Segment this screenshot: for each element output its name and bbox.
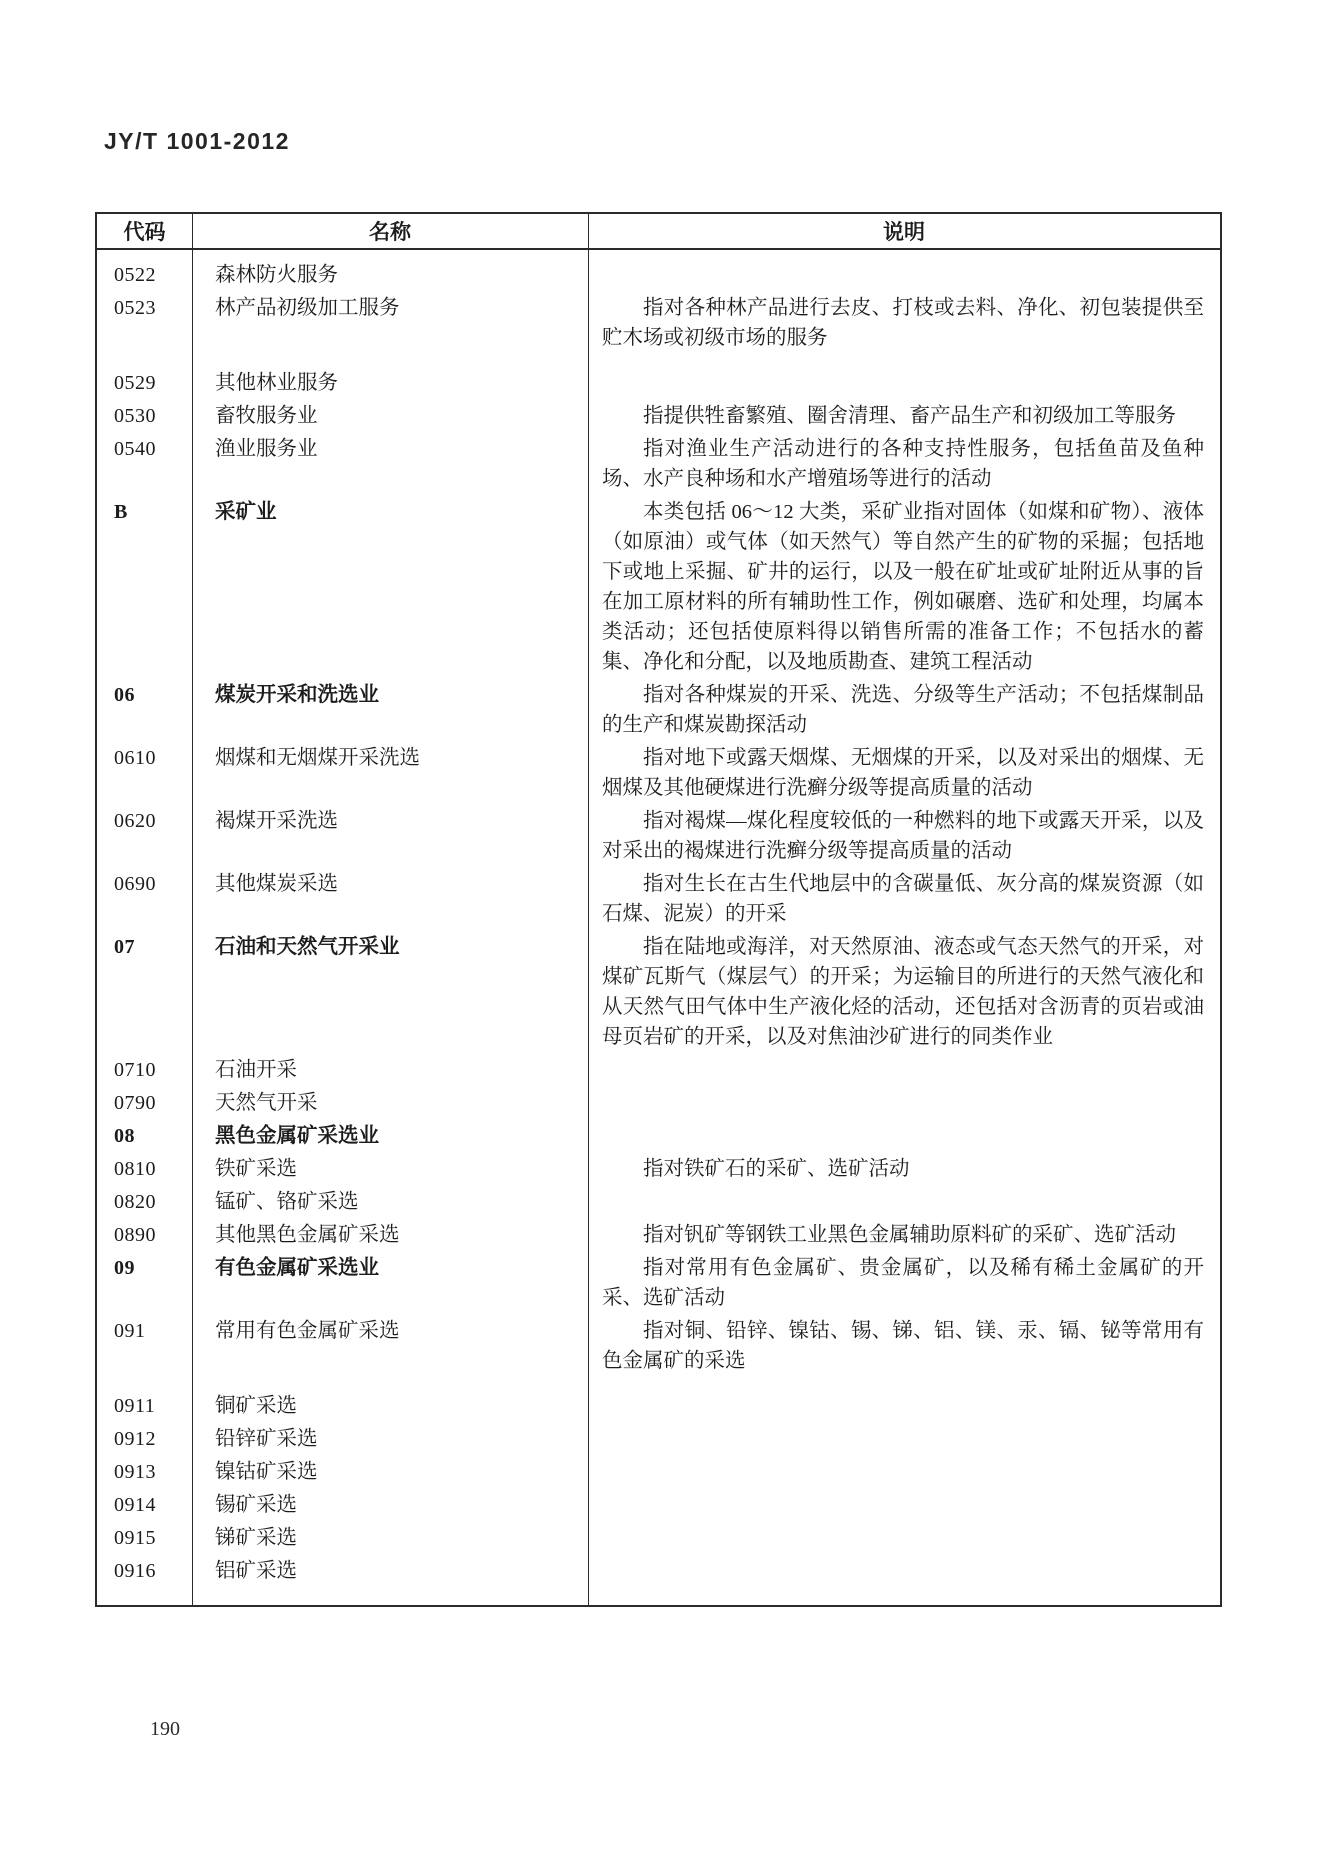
table-row <box>97 1457 1220 1487</box>
row-code: 06 <box>114 684 135 706</box>
row-code: 0610 <box>114 747 156 769</box>
row-code: 0912 <box>114 1428 156 1450</box>
row-name: 铅锌矿采选 <box>215 1428 318 1450</box>
row-code: 0620 <box>114 810 156 832</box>
row-code: 09 <box>114 1257 135 1279</box>
row-code: 0913 <box>114 1461 156 1483</box>
row-code: 091 <box>114 1320 146 1342</box>
row-code: 0529 <box>114 372 156 394</box>
table-row <box>97 401 1220 431</box>
table-row <box>97 1490 1220 1520</box>
table-row <box>97 1316 1220 1376</box>
table-row <box>97 368 1220 398</box>
row-description <box>588 1424 1220 1454</box>
row-code: 0540 <box>114 438 156 460</box>
row-description: 指对铜、铅锌、镍钴、锡、锑、铝、镁、汞、镉、铋等常用有色金属矿的采选 <box>602 1320 1204 1372</box>
row-name: 铝矿采选 <box>215 1560 297 1582</box>
row-description: 指对常用有色金属矿、贵金属矿，以及稀有稀土金属矿的开采、选矿活动 <box>602 1257 1204 1309</box>
row-code: 0911 <box>114 1395 156 1417</box>
column-divider <box>588 214 589 1605</box>
row-name: 畜牧服务业 <box>215 405 318 427</box>
row-description <box>588 1121 1220 1151</box>
table-row <box>97 1253 1220 1313</box>
row-description <box>588 368 1220 398</box>
row-description <box>588 260 1220 290</box>
row-name: 石油开采 <box>215 1059 297 1081</box>
row-code: 08 <box>114 1125 135 1147</box>
row-name: 锡矿采选 <box>215 1494 297 1516</box>
row-description: 指对生长在古生代地层中的含碳量低、灰分高的煤炭资源（如石煤、泥炭）的开采 <box>602 873 1204 925</box>
table-row <box>97 1556 1220 1586</box>
row-name: 其他林业服务 <box>215 372 338 394</box>
row-code: B <box>114 501 128 523</box>
row-code: 0522 <box>114 264 156 286</box>
row-description: 指在陆地或海洋，对天然原油、液态或气态天然气的开采，对煤矿瓦斯气（煤层气）的开采；为运输目的所进行的天然气液化和从天然气田气体中生产液化烃的活动，还包括对含沥青的页岩或油母页岩矿的开采，以及对焦油沙矿进行的同类作业 <box>602 936 1204 1048</box>
table-row <box>97 806 1220 866</box>
table-body <box>97 250 1220 1605</box>
row-description: 指对地下或露天烟煤、无烟煤的开采，以及对采出的烟煤、无烟煤及其他硬煤进行洗癣分级等提高质量的活动 <box>602 747 1204 799</box>
table-row <box>97 497 1220 677</box>
row-description <box>588 1523 1220 1553</box>
row-name: 森林防火服务 <box>215 264 338 286</box>
row-name: 镍钴矿采选 <box>215 1461 318 1483</box>
row-code: 0915 <box>114 1527 156 1549</box>
row-name: 林产品初级加工服务 <box>215 297 400 319</box>
table-row <box>97 1220 1220 1250</box>
row-description: 指提供牲畜繁殖、圈舍清理、畜产品生产和初级加工等服务 <box>643 405 1176 427</box>
standard-number: JY/T 1001-2012 <box>104 128 290 154</box>
column-header-name: 名称 <box>369 220 411 244</box>
row-name: 天然气开采 <box>215 1092 318 1114</box>
row-code: 0914 <box>114 1494 156 1516</box>
row-code: 0810 <box>114 1158 156 1180</box>
column-header-description: 说明 <box>883 220 925 244</box>
row-description: 指对钒矿等钢铁工业黑色金属辅助原料矿的采矿、选矿活动 <box>643 1224 1176 1246</box>
table-row <box>97 1055 1220 1085</box>
row-code: 0530 <box>114 405 156 427</box>
table-row <box>97 1154 1220 1184</box>
table-row <box>97 869 1220 929</box>
table-row <box>97 1523 1220 1553</box>
row-description <box>588 1187 1220 1217</box>
row-name: 石油和天然气开采业 <box>215 936 400 958</box>
row-name: 其他煤炭采选 <box>215 873 338 895</box>
column-header-code: 代码 <box>123 220 166 244</box>
row-code: 0890 <box>114 1224 156 1246</box>
table-row <box>97 1391 1220 1421</box>
table-row <box>97 743 1220 803</box>
row-code: 07 <box>114 936 135 958</box>
row-description <box>588 1055 1220 1085</box>
row-code: 0710 <box>114 1059 156 1081</box>
row-description <box>588 1088 1220 1118</box>
row-name: 渔业服务业 <box>215 438 318 460</box>
row-description: 指对褐煤—煤化程度较低的一种燃料的地下或露天开采，以及对采出的褐煤进行洗癣分级等提高质量的活动 <box>602 810 1204 862</box>
row-code: 0523 <box>114 297 156 319</box>
row-name: 褐煤开采洗选 <box>215 810 338 832</box>
row-name: 其他黑色金属矿采选 <box>215 1224 400 1246</box>
table-row <box>97 293 1220 353</box>
row-name: 常用有色金属矿采选 <box>215 1320 400 1342</box>
row-name: 铜矿采选 <box>215 1395 297 1417</box>
row-name: 铁矿采选 <box>215 1158 297 1180</box>
table-row <box>97 1088 1220 1118</box>
row-code: 0916 <box>114 1560 156 1582</box>
row-description: 指对各种煤炭的开采、洗选、分级等生产活动；不包括煤制品的生产和煤炭勘探活动 <box>602 684 1204 736</box>
row-name: 采矿业 <box>215 501 277 523</box>
table-row <box>97 1121 1220 1151</box>
column-divider <box>192 214 193 1605</box>
table-row <box>97 680 1220 740</box>
row-description: 指对铁矿石的采矿、选矿活动 <box>643 1158 910 1180</box>
row-code: 0790 <box>114 1092 156 1114</box>
table-row <box>97 932 1220 1052</box>
row-description <box>588 1490 1220 1520</box>
row-description: 本类包括 06～12 大类，采矿业指对固体（如煤和矿物）、液体（如原油）或气体（如天然气）等自然产生的矿物的采掘；包括地下或地上采掘、矿井的运行，以及一般在矿址或矿址附近从事的旨在加工原材料的所有辅助性工作，例如碾磨、选矿和处理，均属本类活动；还包括使原料得以销售所需的准备工作；不包括水的蓄集、净化和分配，以及地质勘查、建筑工程活动 <box>602 501 1204 673</box>
page-number: 190 <box>150 1718 180 1740</box>
row-description <box>588 1556 1220 1586</box>
row-code: 0820 <box>114 1191 156 1213</box>
row-description: 指对渔业生产活动进行的各种支持性服务，包括鱼苗及鱼种场、水产良种场和水产增殖场等进行的活动 <box>602 438 1204 490</box>
row-code: 0690 <box>114 873 156 895</box>
row-name: 锑矿采选 <box>215 1527 297 1549</box>
row-name: 烟煤和无烟煤开采洗选 <box>215 747 420 769</box>
row-name: 有色金属矿采选业 <box>215 1257 379 1279</box>
table-row <box>97 260 1220 290</box>
table-row <box>97 1187 1220 1217</box>
row-description <box>588 1457 1220 1487</box>
table-row <box>97 434 1220 494</box>
row-description: 指对各种林产品进行去皮、打枝或去料、净化、初包装提供至贮木场或初级市场的服务 <box>602 297 1204 349</box>
classification-table <box>95 212 1222 1607</box>
table-header-row <box>97 214 1220 250</box>
row-description <box>588 1391 1220 1421</box>
row-name: 锰矿、铬矿采选 <box>215 1191 359 1213</box>
row-name: 黑色金属矿采选业 <box>215 1125 379 1147</box>
row-name: 煤炭开采和洗选业 <box>215 684 379 706</box>
table-row <box>97 1424 1220 1454</box>
